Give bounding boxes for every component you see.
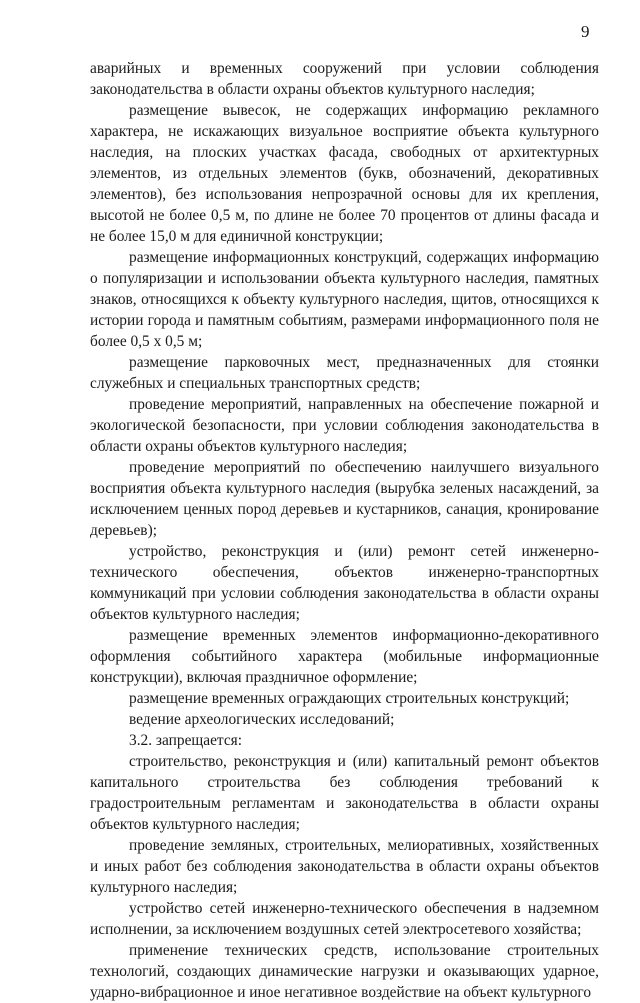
section-heading: 3.2. запрещается: bbox=[129, 732, 243, 749]
paragraph: проведение мероприятий по обеспечению наилучшего визуального восприятия объекта культурного наследия (вырубка зеленых насаждений, за исключением ценных пород деревьев и кустарников, санация, кронирование деревьев); bbox=[90, 459, 599, 539]
paragraph: размещение информационных конструкций, содержащих информацию о популяризации и использовании объекта культурного наследия, памятных знаков, относящихся к объекту культурного наследия, щитов, относящихся к истории города и памятным событиям, размерами информационного поля не более 0,5 х 0,5 м; bbox=[90, 249, 599, 350]
paragraph: устройство, реконструкция и (или) ремонт сетей инженерно-технического обеспечения, объектов инженерно-транспортных коммуникаций при условии соблюдения законодательства в области охраны объектов культурного наследия; bbox=[90, 543, 599, 623]
paragraph: проведение мероприятий, направленных на обеспечение пожарной и экологической безопасности, при условии соблюдения законодательства в области охраны объектов культурного наследия; bbox=[90, 396, 599, 455]
paragraph: проведение земляных, строительных, мелиоративных, хозяйственных и иных работ без соблюдения законодательства в области охраны объектов культурного наследия; bbox=[90, 837, 599, 896]
document-body bbox=[90, 58, 599, 1003]
paragraph: размещение временных элементов информационно-декоративного оформления событийного характера (мобильные информационные конструкции), включая праздничное оформление; bbox=[90, 627, 599, 686]
paragraph: аварийных и временных сооружений при условии соблюдения законодательства в области охраны объектов культурного наследия; bbox=[90, 60, 599, 98]
page-number: 9 bbox=[581, 22, 590, 41]
paragraph: устройство сетей инженерно-технического обеспечения в надземном исполнении, за исключением воздушных сетей электросетевого хозяйства; bbox=[90, 900, 599, 938]
paragraph: размещение временных ограждающих строительных конструкций; bbox=[129, 690, 570, 707]
paragraph: применение технических средств, использование строительных технологий, создающих динамические нагрузки и оказывающих ударное, ударно-вибрационное и иное негативное воздействие на объект культурного bbox=[90, 942, 599, 1001]
paragraph: ведение археологических исследований; bbox=[129, 711, 395, 728]
paragraph: строительство, реконструкция и (или) капитальный ремонт объектов капитального строительства без соблюдения требований к градостроительным регламентам и законодательства в области охраны объектов культурного наследия; bbox=[90, 753, 599, 833]
paragraph: размещение парковочных мест, предназначенных для стоянки служебных и специальных транспортных средств; bbox=[90, 354, 599, 392]
paragraph: размещение вывесок, не содержащих информацию рекламного характера, не искажающих визуальное восприятие объекта культурного наследия, на плоских участках фасада, свободных от архитектурных элементов, из отдельных элементов (букв, обозначений, декоративных элементов), без использования непрозрачной основы для их крепления, высотой не более 0,5 м, по длине не более 70 процентов от длины фасада и не более 15,0 м для единичной конструкции; bbox=[90, 102, 599, 245]
